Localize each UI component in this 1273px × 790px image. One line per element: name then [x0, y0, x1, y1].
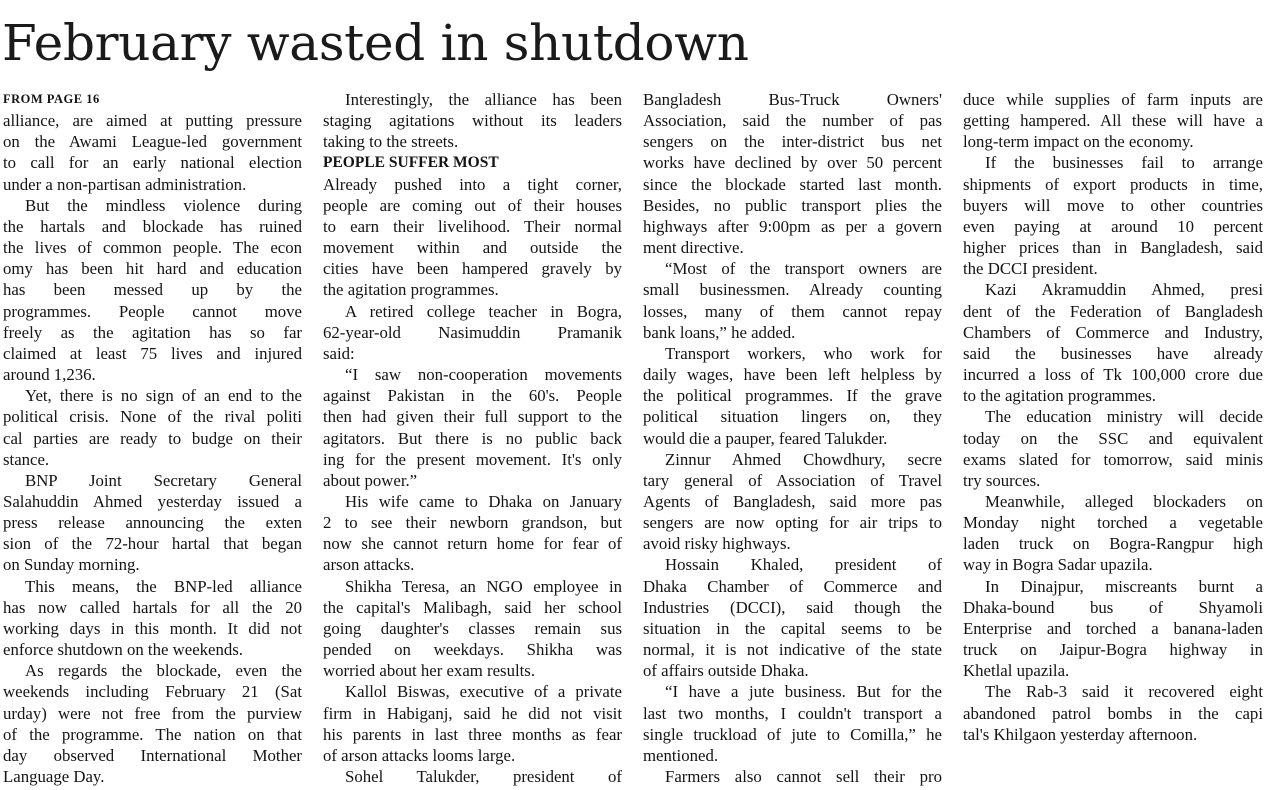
- text-line: Industries (DCCI), said though the: [643, 597, 942, 617]
- text-line: the DCCI president.: [963, 259, 1098, 279]
- text-line: tary general of Association of Travel: [643, 470, 942, 490]
- text-line: Zinnur Ahmed Chowdhury, secre: [665, 449, 942, 469]
- text-line: omy has been hit hard and education: [3, 259, 302, 279]
- text-line: of the programme. The nation on that: [3, 724, 302, 744]
- text-line: ment directive.: [643, 238, 744, 258]
- text-line: today on the SSC and equivalent: [963, 428, 1263, 448]
- text-line: situation in the capital seems to be: [643, 618, 942, 638]
- text-line: buyers will move to other countries: [963, 195, 1263, 215]
- text-line: about power.”: [323, 470, 418, 490]
- text-line: try sources.: [963, 470, 1041, 490]
- text-line: abandoned patrol bombs in the capi: [963, 703, 1263, 723]
- text-line: under a non-partisan administration.: [3, 174, 247, 194]
- text-line: since the blockade started last month.: [643, 174, 942, 194]
- text-line: Bangladesh Bus-Truck Owners': [643, 90, 942, 109]
- text-line: the capital's Malibagh, said her school: [323, 597, 622, 617]
- article-column-3: [643, 89, 942, 787]
- text-line: urday) were not free from the purview: [3, 703, 302, 723]
- text-line: programmes. People cannot move: [3, 301, 302, 321]
- text-line: Meanwhile, alleged blockaders on: [985, 491, 1263, 511]
- text-line: around 1,236.: [3, 365, 96, 385]
- text-line: BNP Joint Secretary General: [25, 470, 302, 490]
- text-line: political situation lingers on, they: [643, 407, 942, 427]
- text-line: claimed at least 75 lives and injured: [3, 343, 302, 363]
- text-line: taking to the streets.: [323, 132, 459, 152]
- text-line: 2 to see their newborn grandson, but: [323, 513, 622, 533]
- text-line: way in Bogra Sadar upazila.: [963, 555, 1153, 575]
- text-line: movement within and outside the: [323, 238, 622, 258]
- text-line: sengers are now opting for air trips to: [643, 513, 942, 533]
- text-line: long-term impact on the economy.: [963, 132, 1194, 152]
- text-line: enforce shutdown on the weekends.: [3, 640, 243, 660]
- text-line: sengers on the inter-district bus net: [643, 132, 942, 152]
- text-line: laden truck on Bogra-Rangpur high: [963, 534, 1263, 554]
- text-line: worried about her exam results.: [323, 661, 536, 681]
- text-line: alliance, are aimed at putting pressure: [3, 111, 302, 131]
- text-line: stance.: [3, 449, 50, 469]
- text-line: Yet, there is no sign of an end to the: [25, 386, 302, 406]
- text-line: mentioned.: [643, 745, 719, 765]
- article-column-4: [963, 89, 1263, 787]
- text-line: “I saw non-cooperation movements: [345, 365, 622, 385]
- text-line: weekends including February 21 (Sat: [3, 682, 302, 702]
- text-line: political crisis. None of the rival politi: [3, 407, 302, 427]
- text-line: Already pushed into a tight corner,: [323, 174, 622, 194]
- text-line: tal's Khilgaon yesterday afternoon.: [963, 724, 1198, 744]
- text-line: to earn their livelihood. Their normal: [323, 216, 622, 236]
- text-line: Dhaka-bound bus of Shyamoli: [963, 597, 1263, 617]
- text-line: press release announcing the exten: [3, 513, 302, 533]
- text-line: last two months, I couldn't transport a: [643, 703, 942, 723]
- text-line: staging agitations without its leaders: [323, 111, 622, 131]
- text-line: Enterprise and torched a banana-laden: [963, 618, 1263, 638]
- article-column-1: [3, 89, 302, 787]
- text-line: to call for an early national election: [3, 153, 302, 173]
- text-line: As regards the blockade, even the: [25, 661, 302, 681]
- article-column-2: [323, 89, 622, 787]
- text-line: Transport workers, who work for: [665, 343, 942, 363]
- text-line: the hartals and blockade has ruined: [3, 216, 302, 236]
- text-line: His wife came to Dhaka on January: [345, 491, 622, 511]
- text-line: duce while supplies of farm inputs are: [963, 90, 1263, 109]
- text-line: In Dinajpur, miscreants burnt a: [985, 576, 1263, 596]
- text-line: to the agitation programmes.: [963, 386, 1156, 406]
- text-line: normal, it is not indicative of the state: [643, 640, 942, 660]
- text-line: sion of the 72-hour hartal that began: [3, 534, 302, 554]
- text-line: “Most of the transport owners are: [665, 259, 942, 279]
- text-line: now she cannot return home for fear of: [323, 534, 622, 554]
- text-line: dent of the Federation of Bangladesh: [963, 301, 1263, 321]
- text-line: agitators. But there is no public back: [323, 428, 622, 448]
- text-line: of arson attacks looms large.: [323, 745, 516, 765]
- text-line: The education ministry will decide: [985, 407, 1263, 427]
- text-line: his parents in last three months as fear: [323, 724, 622, 744]
- text-line: even paying at around 10 percent: [963, 216, 1263, 236]
- text-line: “I have a jute business. But for the: [665, 682, 942, 702]
- text-line: losses, many of them cannot repay: [643, 301, 942, 321]
- text-line: highways after 9:00pm as per a govern: [643, 216, 942, 236]
- section-subhead: PEOPLE SUFFER MOST: [323, 154, 499, 172]
- text-line: arson attacks.: [323, 555, 415, 575]
- text-line: exams slated for tomorrow, said minis: [963, 449, 1263, 469]
- text-line: said:: [323, 343, 355, 363]
- text-line: Khetlal upazila.: [963, 661, 1070, 681]
- text-line: going daughter's classes remain sus: [323, 618, 622, 638]
- text-line: Interestingly, the alliance has been: [345, 90, 622, 109]
- text-line: Hossain Khaled, president of: [665, 555, 942, 575]
- text-line: small businessmen. Already counting: [643, 280, 942, 300]
- text-line: Association, said the number of pas: [643, 111, 942, 131]
- text-line: would die a pauper, feared Talukder.: [643, 428, 888, 448]
- headline: February wasted in shutdown: [2, 14, 749, 72]
- text-line: Language Day.: [3, 767, 105, 786]
- text-line: Salahuddin Ahmed yesterday issued a: [3, 491, 302, 511]
- text-line: Besides, no public transport plies the: [643, 195, 942, 215]
- kicker-text: FROM PAGE 16: [3, 92, 100, 106]
- text-line: incurred a loss of Tk 100,000 crore due: [963, 365, 1263, 385]
- text-line: If the businesses fail to arrange: [985, 153, 1263, 173]
- text-line: Kazi Akramuddin Ahmed, presi: [985, 280, 1263, 300]
- text-line: Dhaka Chamber of Commerce and: [643, 576, 942, 596]
- text-line: Chambers of Commerce and Industry,: [963, 322, 1263, 342]
- text-line: 62-year-old Nasimuddin Pramanik: [323, 322, 622, 342]
- text-line: of affairs outside Dhaka.: [643, 661, 809, 681]
- text-line: higher prices than in Bangladesh, said: [963, 238, 1263, 258]
- text-line: Farmers also cannot sell their pro: [665, 767, 942, 786]
- text-line: The Rab-3 said it recovered eight: [985, 682, 1263, 702]
- text-line: Kallol Biswas, executive of a private: [345, 682, 622, 702]
- text-line: said the businesses have already: [963, 343, 1263, 363]
- text-line: truck on Jaipur-Bogra highway in: [963, 640, 1263, 660]
- text-line: pended on weekdays. Shikha was: [323, 640, 622, 660]
- text-line: cal parties are ready to budge on their: [3, 428, 302, 448]
- text-line: freely as the agitation has so far: [3, 322, 302, 342]
- text-line: on Sunday morning.: [3, 555, 140, 575]
- text-line: Agents of Bangladesh, said more pas: [643, 491, 942, 511]
- text-line: on the Awami League-led government: [3, 132, 302, 152]
- text-line: A retired college teacher in Bogra,: [345, 301, 622, 321]
- text-line: works have declined by over 50 percent: [643, 153, 942, 173]
- text-line: This means, the BNP-led alliance: [25, 576, 302, 596]
- text-line: people are coming out of their houses: [323, 195, 622, 215]
- text-line: firm in Habiganj, said he did not visit: [323, 703, 622, 723]
- text-line: Sohel Talukder, president of: [345, 767, 622, 786]
- text-line: shipments of export products in time,: [963, 174, 1263, 194]
- text-line: then had given their full support to the: [323, 407, 622, 427]
- text-line: avoid risky highways.: [643, 534, 791, 554]
- text-line: the agitation programmes.: [323, 280, 499, 300]
- text-line: the lives of common people. The econ: [3, 238, 302, 258]
- text-line: ing for the present movement. It's only: [323, 449, 622, 469]
- text-line: has been messed up by the: [3, 280, 302, 300]
- text-line: daily wages, have been left helpless by: [643, 365, 942, 385]
- text-line: bank loans,” he added.: [643, 322, 796, 342]
- text-line: getting hampered. All these will have a: [963, 111, 1263, 131]
- text-line: day observed International Mother: [3, 745, 302, 765]
- text-line: single truckload of jute to Comilla,” he: [643, 724, 942, 744]
- text-line: against Pakistan in the 60's. People: [323, 386, 622, 406]
- text-line: But the mindless violence during: [25, 195, 302, 215]
- text-line: cities have been hampered gravely by: [323, 259, 622, 279]
- text-line: Shikha Teresa, an NGO employee in: [345, 576, 622, 596]
- text-line: working days in this month. It did not: [3, 618, 302, 638]
- text-line: the political programmes. If the grave: [643, 386, 942, 406]
- text-line: has now called hartals for all the 20: [3, 597, 302, 617]
- text-line: Monday night torched a vegetable: [963, 513, 1263, 533]
